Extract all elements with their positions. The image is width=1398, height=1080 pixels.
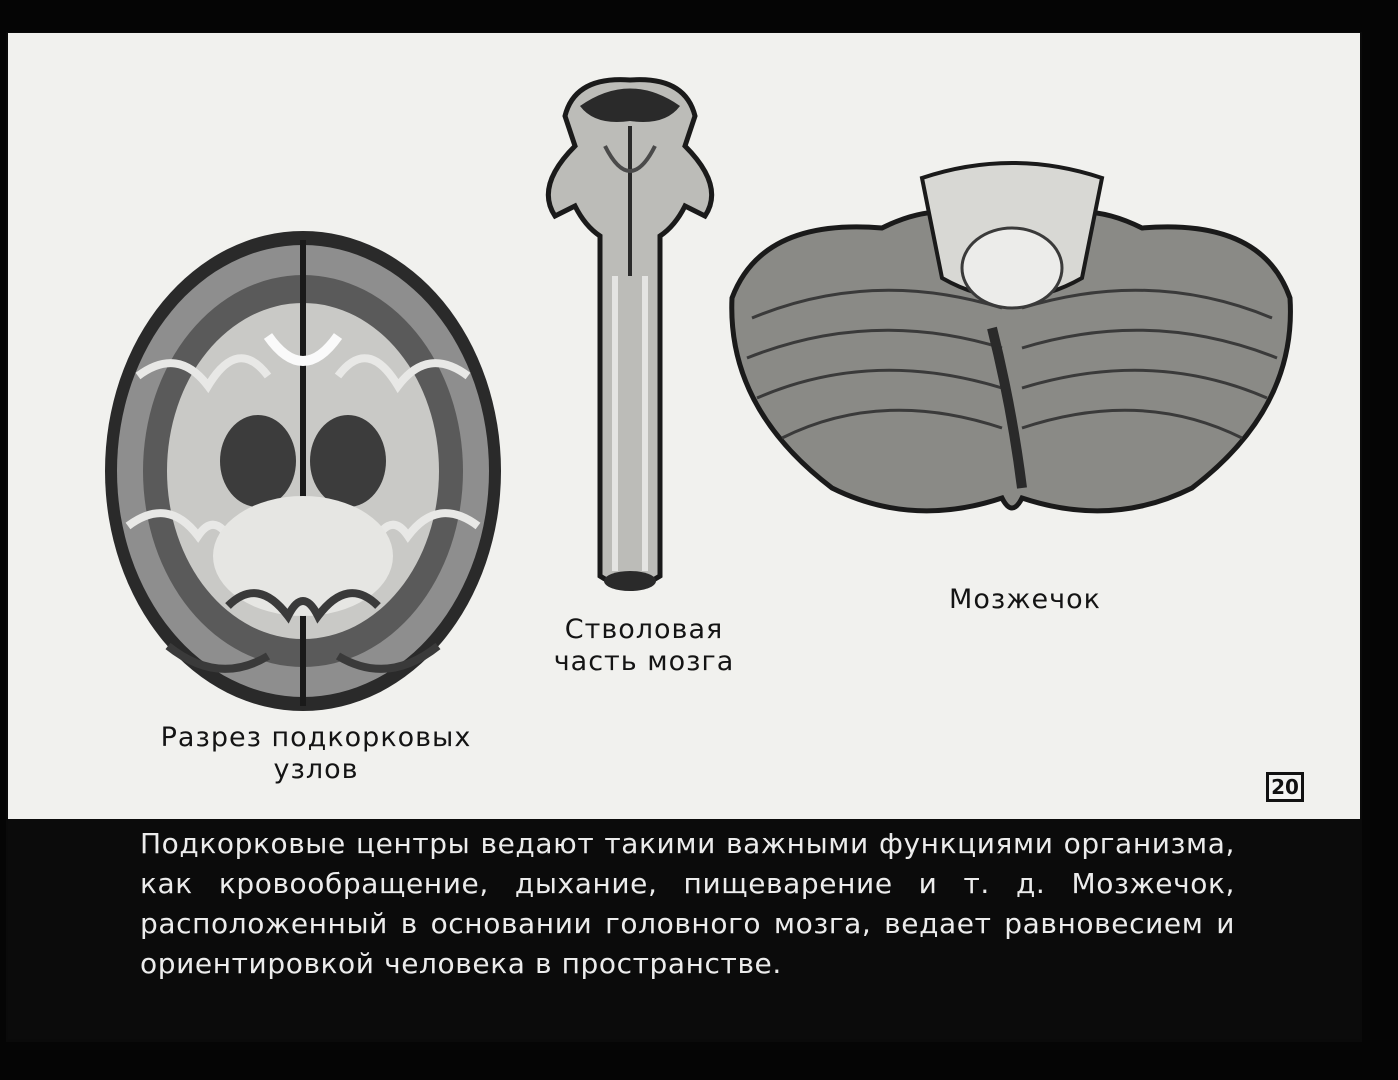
cerebellum-label: Мозжечок — [949, 584, 1101, 615]
brainstem-illustration — [535, 76, 725, 606]
brainstem-label: Стволовая часть мозга — [553, 614, 735, 678]
frame-number-badge: 20 — [1266, 772, 1304, 802]
brain-section-label: Разрез подкорковых узлов — [160, 722, 472, 786]
slide-caption: Подкорковые центры ведают такими важными функциями организма, как кровообращение, дыхание, пищеварение и т. д. Мозжечок, расположенный в основании головного мозга, ведает равновесием и ориентировкой человека в пространстве. — [140, 827, 1235, 980]
cerebellum-illustration — [722, 158, 1300, 530]
brain-section-illustration — [98, 226, 510, 726]
